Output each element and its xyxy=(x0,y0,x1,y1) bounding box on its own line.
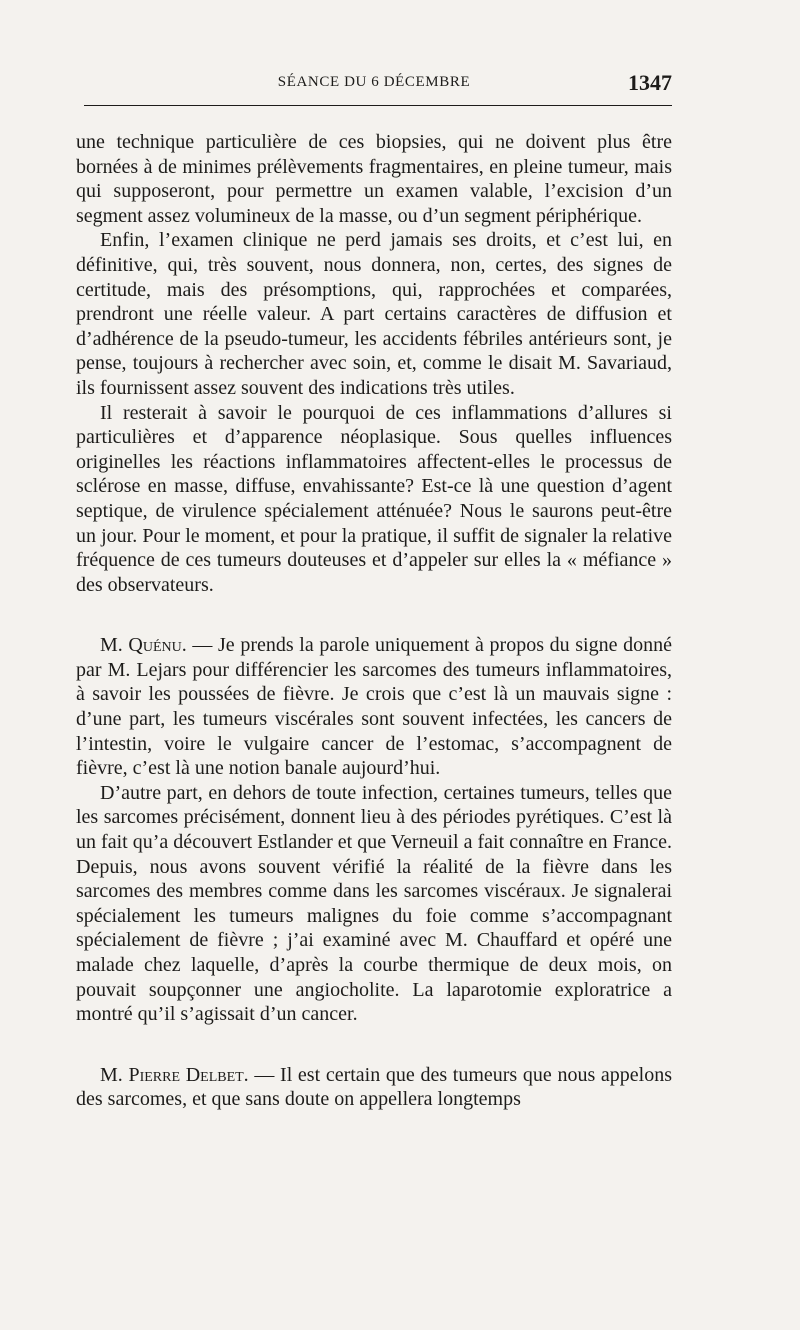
paragraph-biopsies: une technique particulière de ces biopsies, qui ne doivent plus être bornées à de minimes prélèvements fragmentaires, en pleine tumeur, mais qui supposeront, pour permettre un examen valable, l’excision d’un segment assez volumineux de la masse, ou d’un segment périphérique. xyxy=(76,131,672,227)
page-header xyxy=(76,64,672,100)
paragraph-inflammations: Il resterait à savoir le pourquoi de ces inflammations d’allures si particulières et d’apparence néoplasique. Sous quelles influences originelles les réactions inflammatoires affectent-elles le processus de sclérose en masse, diffuse, envahissante? Est-ce là une question d’agent septique, de virulence spécialement atténuée? Nous le saurons peut-être un jour. Pour le moment, et pour la pratique, il suffit de signaler la relative fréquence de ces tumeurs douteuses et d’appeler sur elles la « méfiance » des observateurs. xyxy=(76,401,672,596)
delbet-paragraph xyxy=(76,1063,672,1112)
delbet-intro-text: — Il est certain que des tumeurs que nous appelons des sarcomes, et que sans doute on appellera longtemps xyxy=(76,1063,672,1111)
journal-page xyxy=(76,64,672,1112)
header-rule xyxy=(84,105,672,106)
running-title: SÉANCE DU 6 DÉCEMBRE xyxy=(277,74,471,90)
quenu-second-paragraph: D’autre part, en dehors de toute infection, certaines tumeurs, telles que les sarcomes précisément, donnent lieu à des périodes pyrétiques. C’est là un fait qu’a découvert Estlander et que Verneuil a fait connaître en France. Depuis, nous avons souvent vérifié la réalité de la fièvre dans les sarcomes des membres comme dans les sarcomes viscéraux. Je signalerai spécialement les tumeurs malignes du foie comme s’accompagnant spécialement de fièvre ; j’ai examiné avec M. Chauffard et opéré une malade chez laquelle, d’après la courbe thermique de deux mois, on pouvait soupçonner une angiocholite. La laparotomie exploratrice a montré qu’il s’agissait d’un cancer. xyxy=(76,781,672,1026)
section-spacer xyxy=(76,597,672,633)
quenu-intro-text: — Je prends la parole uniquement à propos du signe donné par M. Lejars pour différencier les sarcomes des tumeurs inflammatoires, à savoir les poussées de fièvre. Je crois que c’est là un mauvais signe : d’une part, les tumeurs viscérales sont souvent infectées, les cancers de l’intestin, voire le vulgaire cancer de l’estomac, s’accompagnent de fièvre, c’est là une notion banale aujourd’hui. xyxy=(76,634,672,780)
speaker-quenu: M. Quénu. xyxy=(100,634,187,657)
quenu-paragraph xyxy=(76,633,672,781)
article-body xyxy=(76,100,672,1112)
speaker-delbet: M. Pierre Delbet. xyxy=(100,1063,249,1086)
section-spacer-2 xyxy=(76,1027,672,1063)
paragraph-clinical-exam: Enfin, l’examen clinique ne perd jamais ses droits, et c’est lui, en définitive, qui, très souvent, nous donnera, non, certes, des signes de certitude, mais des présomptions, qui, rapprochées et comparées, prendront une réelle valeur. A part certains caractères de diffusion et d’adhérence de la pseudo-tumeur, les accidents fébriles antérieurs sont, je pense, toujours à rechercher avec soin, et, comme le disait M. Savariaud, ils fournissent assez souvent des indications très utiles. xyxy=(76,229,672,399)
page-number: 1347 xyxy=(628,70,672,95)
